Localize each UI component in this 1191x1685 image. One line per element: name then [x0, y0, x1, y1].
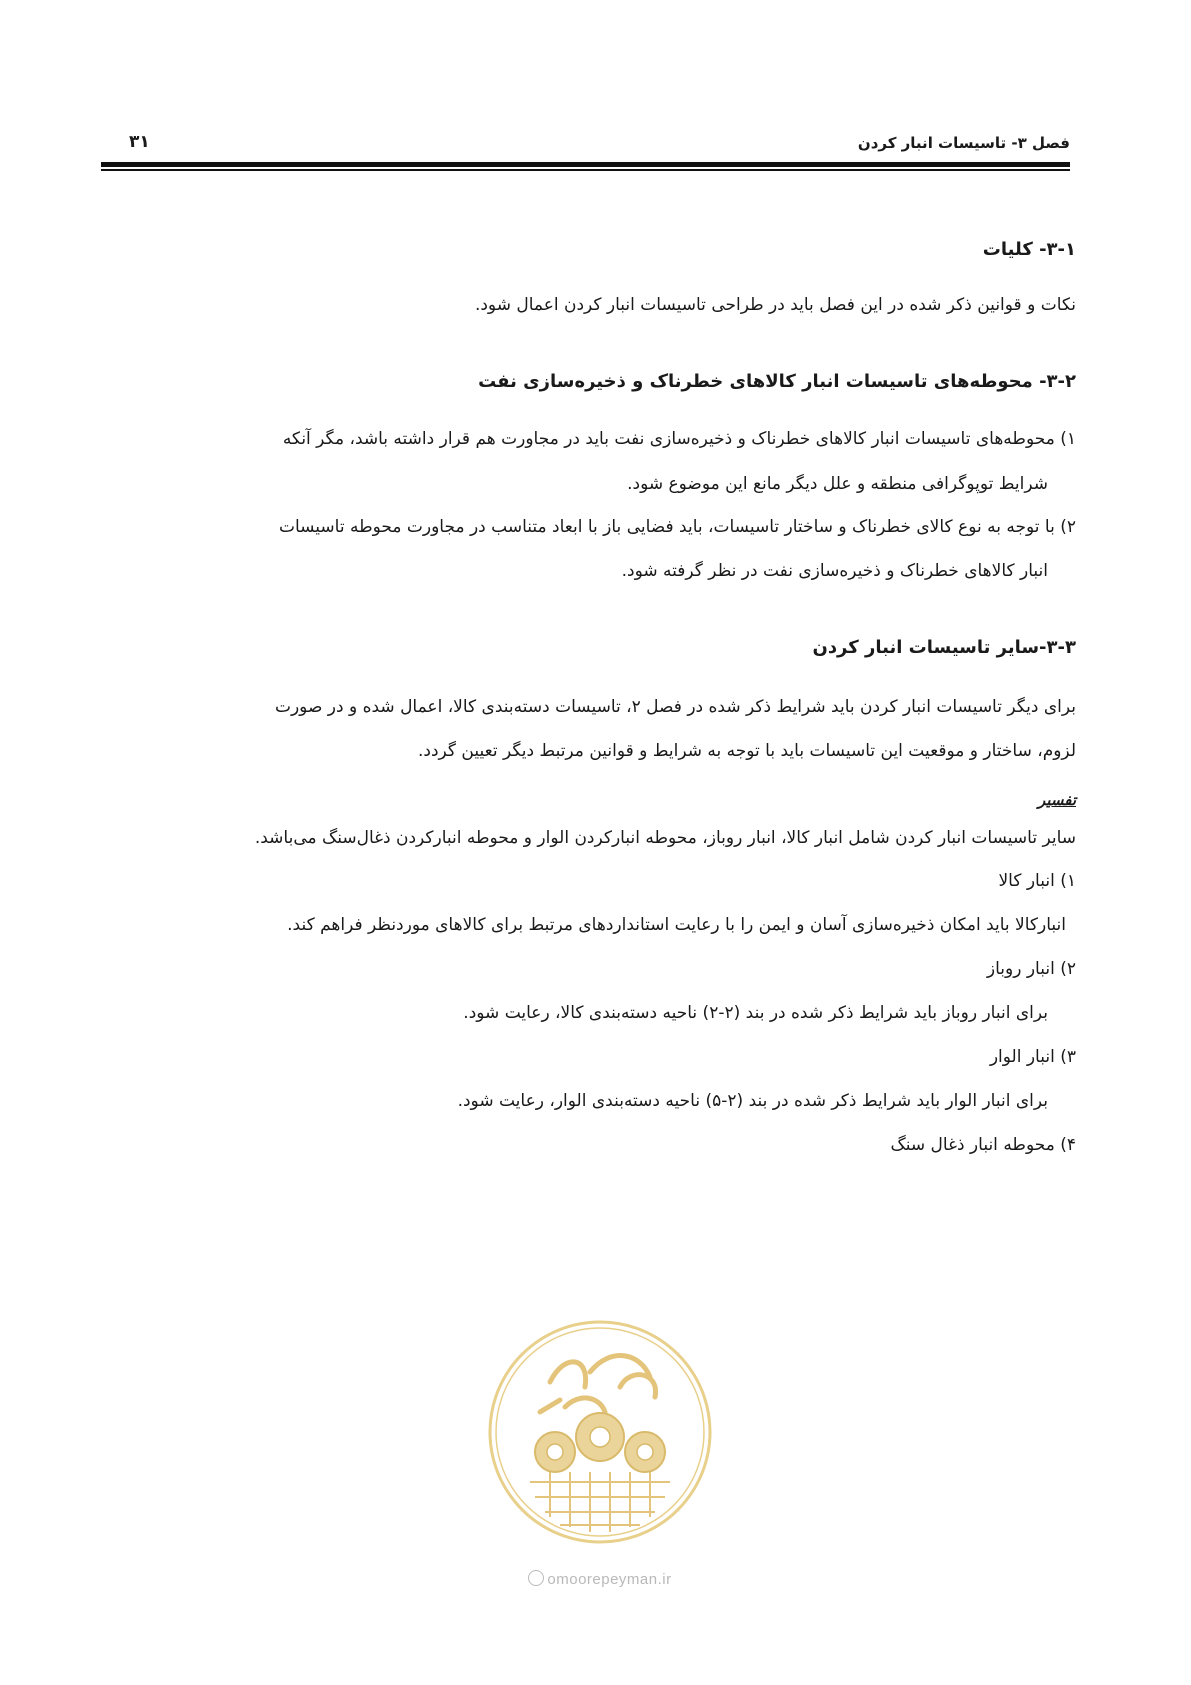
header-rule-thick: [101, 162, 1070, 167]
tafsir-item-1-title: ۱) انبار کالا: [998, 871, 1076, 891]
hazardous-item-1-line-1: ۱) محوطه‌های تاسیسات انبار کالاهای خطرناک و ذخیره‌سازی نفت باید در مجاورت هم قرار داشته باشد، مگر آنکه: [282, 429, 1076, 449]
tafsir-intro: سایر تاسیسات انبار کردن شامل انبار کالا، انبار روباز، محوطه انبارکردن الوار و محوطه انبارکردن ذغال‌سنگ می‌باشد.: [254, 828, 1076, 848]
tafsir-item-3-title: ۳) انبار الوار: [989, 1047, 1076, 1067]
section-heading-other-storage: ۳-۳-سایر تاسیسات انبار کردن: [812, 637, 1076, 658]
tafsir-label: تفسیر: [1038, 791, 1076, 809]
watermark-site-text: omoorepeyman.ir: [547, 1571, 672, 1588]
page-number: ۳۱: [129, 132, 150, 152]
tafsir-item-3-text: برای انبار الوار باید شرایط ذکر شده در بند (۲-۵) ناحیه دسته‌بندی الوار، رعایت شود.: [457, 1091, 1048, 1111]
hazardous-item-2-line-1: ۲) با توجه به نوع کالای خطرناک و ساختار تاسیسات، باید فضایی باز با ابعاد متناسب در مجاورت محوطه تاسیسات: [278, 517, 1076, 537]
header-rule-thin: [101, 169, 1070, 171]
watermark-site: [470, 1570, 730, 1588]
tafsir-item-4-title: ۴) محوطه انبار ذغال سنگ: [890, 1135, 1076, 1155]
section-heading-hazardous-storage: ۳-۲- محوطه‌های تاسیسات انبار کالاهای خطرناک و ذخیره‌سازی نفت: [478, 371, 1076, 392]
section-general-text: نکات و قوانین ذکر شده در این فصل باید در طراحی تاسیسات انبار کردن اعمال شود.: [474, 295, 1076, 315]
tafsir-item-1-text: انبارکالا باید امکان ذخیره‌سازی آسان و ایمن را با رعایت استانداردهای مرتبط برای کالاهای موردنظر فراهم کند.: [287, 915, 1066, 935]
hazardous-item-1-line-2: شرایط توپوگرافی منطقه و علل دیگر مانع این موضوع شود.: [627, 474, 1048, 494]
hazardous-item-2-line-2: انبار کالاهای خطرناک و ذخیره‌سازی نفت در نظر گرفته شود.: [621, 561, 1048, 581]
other-storage-para-line-1: برای دیگر تاسیسات انبار کردن باید شرایط ذکر شده در فصل ۲، تاسیسات دسته‌بندی کالا، اعمال شده و در صورت: [274, 697, 1076, 717]
section-heading-general: ۳-۱- کلیات: [982, 239, 1076, 260]
globe-icon: [528, 1570, 544, 1586]
page-header: [101, 128, 1070, 162]
chapter-title: فصل ۳- تاسیسات انبار کردن: [857, 134, 1070, 152]
other-storage-para-line-2: لزوم، ساختار و موقعیت این تاسیسات باید با توجه به شرایط و قوانین مرتبط دیگر تعیین گردد.: [418, 741, 1076, 761]
tafsir-item-2-text: برای انبار روباز باید شرایط ذکر شده در بند (۲-۲) ناحیه دسته‌بندی کالا، رعایت شود.: [463, 1003, 1048, 1023]
omoore-peyman-seal-logo: [480, 1312, 720, 1552]
tafsir-item-2-title: ۲) انبار روباز: [986, 959, 1076, 979]
